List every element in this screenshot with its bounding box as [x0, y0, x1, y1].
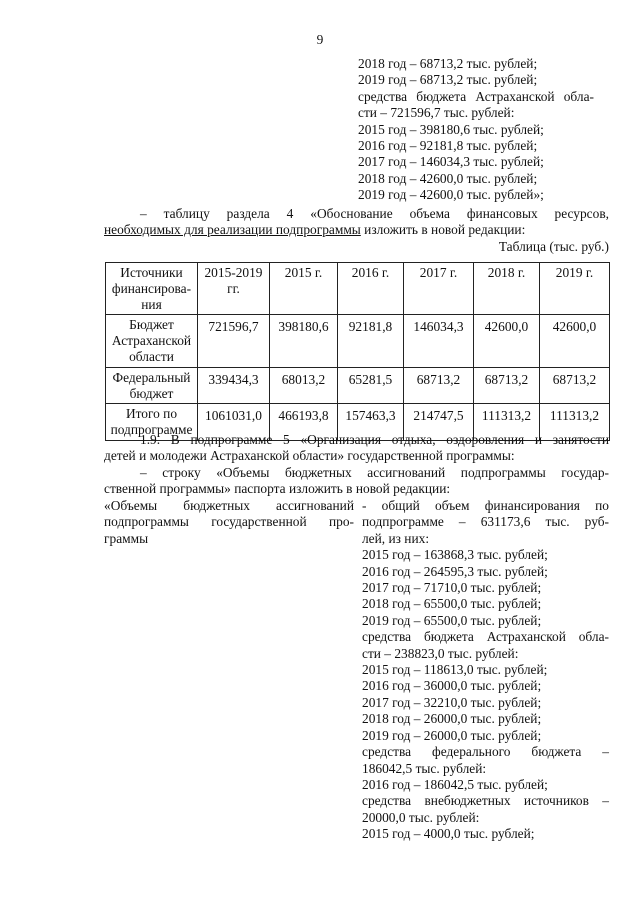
text-line: 2018 год – 42600,0 тыс. рублей;	[358, 170, 538, 186]
text-line: 2016 год – 264595,3 тыс. рублей;	[362, 563, 548, 579]
text-line: 2016 год – 92181,8 тыс. рублей;	[358, 138, 538, 154]
table-header-cell: Источники финансирова-ния	[106, 263, 198, 315]
text-line: 2015 год – 118613,0 тыс. рублей;	[362, 662, 548, 678]
table-cell: 157463,3	[338, 404, 404, 441]
table-cell: 42600,0	[540, 315, 610, 367]
text-line: подпрограммы государственной про-	[104, 514, 354, 530]
table-cell-source: Бюджет Астраханской области	[106, 315, 198, 367]
text-line: 20000,0 тыс. рублей:	[362, 809, 480, 825]
text-line: 2018 год – 26000,0 тыс. рублей;	[362, 711, 542, 727]
text-line: 186042,5 тыс. рублей:	[362, 760, 487, 776]
text-line: 2018 год – 68713,2 тыс. рублей;	[358, 56, 538, 71]
table-cell: 721596,7	[198, 315, 270, 367]
text-line: 2019 год – 65500,0 тыс. рублей;	[362, 612, 542, 628]
table-cell: 1061031,0	[198, 404, 270, 441]
table-cell: 111313,2	[540, 404, 610, 441]
financing-table	[105, 262, 610, 441]
table-cell: 68013,2	[270, 367, 338, 404]
table-cell: 92181,8	[338, 315, 404, 367]
table-cell: 146034,3	[404, 315, 474, 367]
text-line: – таблицу раздела 4 «Обоснование объема финансовых ресурсов,	[140, 206, 609, 221]
text-line: сти – 721596,7 тыс. рублей:	[358, 105, 515, 121]
table-cell: 68713,2	[404, 367, 474, 404]
text-line: 2015 год – 398180,6 тыс. рублей;	[358, 121, 544, 137]
text-line: 2016 год – 186042,5 тыс. рублей;	[362, 776, 548, 792]
funding-continuation	[358, 56, 594, 204]
text-line: 2019 год – 26000,0 тыс. рублей;	[362, 727, 542, 743]
text-line: лей, из них:	[362, 530, 430, 546]
text-line: 2016 год – 36000,0 тыс. рублей;	[362, 678, 542, 694]
passport-row-value	[362, 498, 609, 843]
text-line: средства федерального бюджета –	[362, 744, 609, 760]
table-cell: 68713,2	[474, 367, 540, 404]
text-line: 2015 год – 163868,3 тыс. рублей;	[362, 547, 548, 563]
table-cell: 466193,8	[270, 404, 338, 441]
table-cell: 339434,3	[198, 367, 270, 404]
passport-row-label	[104, 498, 354, 547]
text-line: 2017 год – 71710,0 тыс. рублей;	[362, 580, 542, 596]
text-line: сти – 238823,0 тыс. рублей:	[362, 645, 519, 661]
text-line: средства бюджета Астраханской обла-	[358, 88, 594, 104]
table-cell: 68713,2	[540, 367, 610, 404]
table-header-cell: 2015 г.	[270, 263, 338, 315]
table-header-cell: 2017 г.	[404, 263, 474, 315]
text-line: детей и молодежи Астраханской области» государственной программы:	[104, 448, 515, 464]
text-line: 2019 год – 42600,0 тыс. рублей»;	[358, 187, 544, 203]
table-row	[106, 315, 610, 367]
text-line: средства внебюджетных источников –	[362, 793, 609, 809]
table-row	[106, 367, 610, 404]
table-cell: 214747,5	[404, 404, 474, 441]
text-line: подпрограмме – 631173,6 тыс. руб-	[362, 514, 609, 530]
table-cell-source: Итого по подпрограмме	[106, 404, 198, 441]
text-line: 2017 год – 146034,3 тыс. рублей;	[358, 154, 544, 170]
table-caption: Таблица (тыс. руб.)	[498, 238, 609, 254]
table-header-row	[106, 263, 610, 315]
text-line: 2018 год – 65500,0 тыс. рублей;	[362, 596, 542, 612]
table-header-cell: 2018 г.	[474, 263, 540, 315]
text-line: граммы	[104, 530, 149, 546]
text-line	[104, 222, 609, 238]
text-line: средства бюджета Астраханской обла-	[362, 629, 609, 645]
table-cell: 398180,6	[270, 315, 338, 367]
table-cell-source: Федеральный бюджет	[106, 367, 198, 404]
table-cell: 111313,2	[474, 404, 540, 441]
table-instruction-paragraph	[104, 206, 609, 255]
text-span: изложить в новой редакции:	[360, 222, 526, 238]
text-line: – строку «Объемы бюджетных ассигнований подпрограммы государ-	[140, 464, 609, 480]
text-line: ственной программы» паспорта изложить в новой редакции:	[104, 481, 451, 497]
table-header-cell: 2019 г.	[540, 263, 610, 315]
text-line: 1.9. В подпрограмме 5 «Организация отдыха, оздоровления и занятости	[140, 432, 609, 447]
subprogram-paragraph	[104, 432, 609, 498]
text-line: - общий объем финансирования по	[362, 498, 609, 513]
table-cell: 65281,5	[338, 367, 404, 404]
underlined-text: необходимых для реализации подпрограммы	[104, 222, 361, 238]
text-line: «Объемы бюджетных ассигнований	[104, 498, 354, 513]
table-header-cell: 2016 г.	[338, 263, 404, 315]
text-line: 2019 год – 68713,2 тыс. рублей;	[358, 72, 538, 88]
table-cell: 42600,0	[474, 315, 540, 367]
page-number: 9	[316, 32, 324, 47]
text-line: 2017 год – 32210,0 тыс. рублей;	[362, 694, 542, 710]
table-header-cell: 2015-2019 гг.	[198, 263, 270, 315]
text-line: 2015 год – 4000,0 тыс. рублей;	[362, 826, 535, 842]
